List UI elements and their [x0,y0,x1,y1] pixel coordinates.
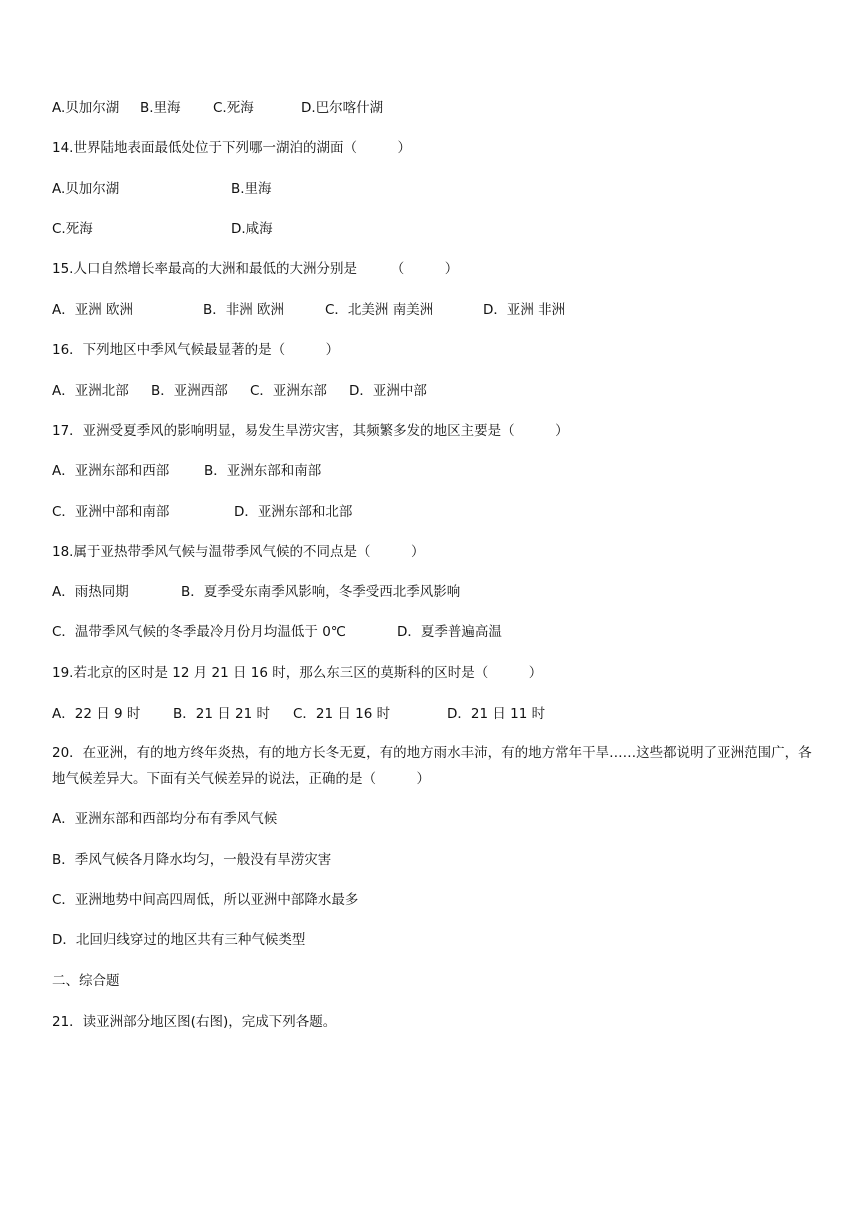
q17-option-a: A．亚洲东部和西部 [52,463,170,479]
q14-option-b: B.里海 [231,181,272,197]
q13-option-d: D.巴尔喀什湖 [301,100,384,116]
q20-option-a: A．亚洲东部和西部均分布有季风气候 [52,811,278,827]
q15-option-b: B．非洲 欧洲 [203,302,285,318]
q17-stem: 17．亚洲受夏季风的影响明显，易发生旱涝灾害，其频繁多发的地区主要是（ ） [52,423,569,439]
q19-option-d: D．21 日 11 时 [447,706,546,722]
q14-option-c: C.死海 [52,221,93,237]
q18-option-b: B．夏季受东南季风影响，冬季受西北季风影响 [181,584,461,600]
q19-option-c: C．21 日 16 时 [293,706,391,722]
q13-option-c: C.死海 [213,100,254,116]
q19-option-a: A．22 日 9 时 [52,706,141,722]
q14-option-a: A.贝加尔湖 [52,181,120,197]
q20-option-b: B．季风气候各月降水均匀，一般没有旱涝灾害 [52,852,332,868]
q13-option-b: B.里海 [140,100,181,116]
q16-option-b: B．亚洲西部 [151,383,228,399]
q16-option-a: A．亚洲北部 [52,383,129,399]
q14-stem: 14.世界陆地表面最低处位于下列哪一湖泊的湖面（ ） [52,140,411,156]
q20-option-d: D．北回归线穿过的地区共有三种气候类型 [52,932,306,948]
q20-stem: 20．在亚洲，有的地方终年炎热，有的地方长冬无夏，有的地方雨水丰沛，有的地方常年干旱……这些都说明了亚洲范围广，各地气候差异大。下面有关气候差异的说法，正确的是（ ） [52,745,812,787]
q18-option-c: C．温带季风气候的冬季最冷月份月均温低于 0℃ [52,624,346,640]
section-heading: 二、综合题 [52,973,120,989]
q18-option-a: A．雨热同期 [52,584,129,600]
q19-option-b: B．21 日 21 时 [173,706,270,722]
q19-stem: 19.若北京的区时是 12 月 21 日 16 时，那么东三区的莫斯科的区时是（ ） [52,665,543,681]
q16-option-c: C．亚洲东部 [250,383,327,399]
q16-option-d: D．亚洲中部 [349,383,427,399]
q14-option-d: D.咸海 [231,221,273,237]
q15-stem: 15.人口自然增长率最高的大洲和最低的大洲分别是 （ ） [52,261,459,277]
q20-option-c: C．亚洲地势中间高四周低，所以亚洲中部降水最多 [52,892,359,908]
q16-stem: 16．下列地区中季风气候最显著的是（ ） [52,342,340,358]
q17-option-b: B．亚洲东部和南部 [204,463,322,479]
q13-option-a: A.贝加尔湖 [52,100,120,116]
q15-option-a: A．亚洲 欧洲 [52,302,134,318]
q15-option-d: D．亚洲 非洲 [483,302,566,318]
q18-stem: 18.属于亚热带季风气候与温带季风气候的不同点是（ ） [52,544,425,560]
q18-option-d: D．夏季普遍高温 [397,624,502,640]
q15-option-c: C．北美洲 南美洲 [325,302,434,318]
q21-stem: 21．读亚洲部分地区图(右图)，完成下列各题。 [52,1014,337,1030]
q17-option-d: D．亚洲东部和北部 [234,504,353,520]
q17-option-c: C．亚洲中部和南部 [52,504,170,520]
